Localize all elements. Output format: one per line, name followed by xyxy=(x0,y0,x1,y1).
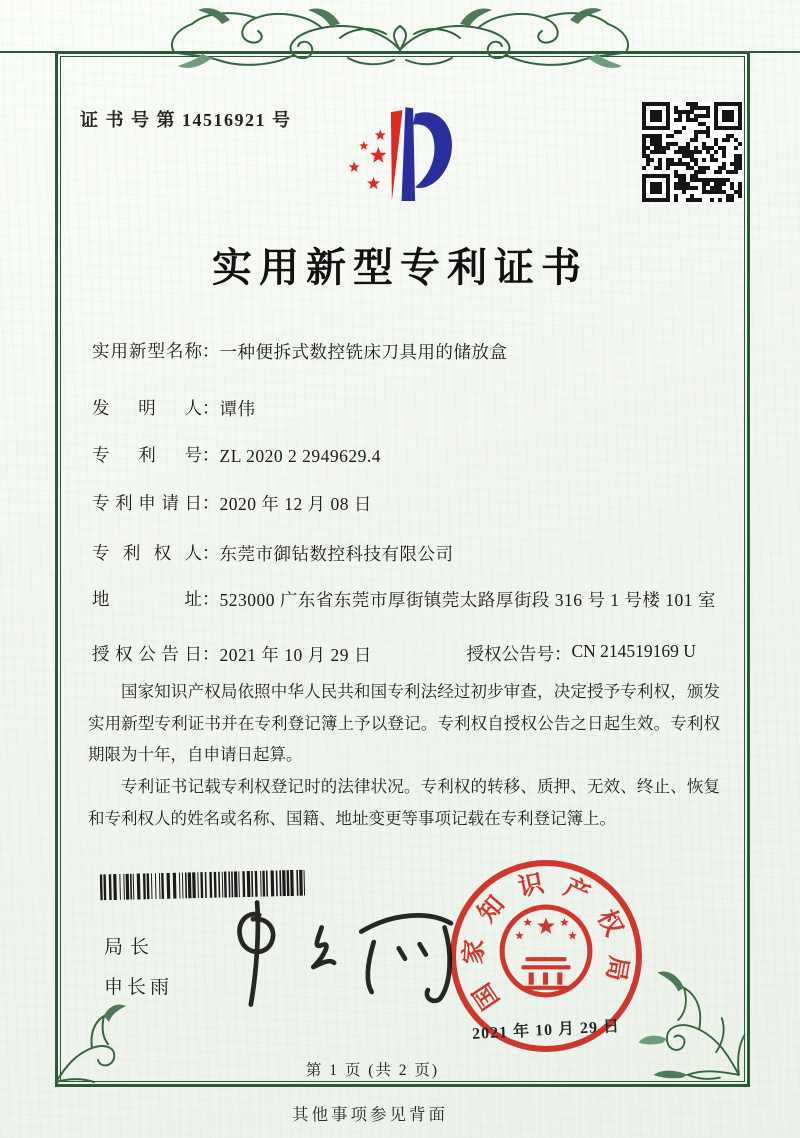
field-label: 授权公告号 xyxy=(466,644,554,664)
field-row-filing-date: 专利申请日 ： 2020 年 12 月 08 日 xyxy=(92,490,717,518)
utility-model-name: 一种便拆式数控铣床刀具用的储放盒 xyxy=(219,342,508,362)
grant-publication-number: CN 214519169 U xyxy=(571,641,696,661)
page-number: 第 1 页 (共 2 页) xyxy=(305,1062,440,1079)
field-row-inventor: 发明人 ： 谭伟 xyxy=(92,395,717,423)
field-label: 地址 xyxy=(92,589,202,609)
qr-code xyxy=(642,102,742,202)
patent-number: ZL 2020 2 2949629.4 xyxy=(219,446,381,466)
grant-date: 2021 年 10 月 29 日 xyxy=(219,645,372,665)
seal-date: 2021 年 10 月 29 日 xyxy=(471,1018,621,1043)
field-label: 实用新型名称 xyxy=(92,341,202,361)
field-row-grant: 授权公告日 ： 2021 年 10 月 29 日 授权公告号 ： CN 214519169 U xyxy=(92,641,717,669)
field-row-name: 实用新型名称 ： 一种便拆式数控铣床刀具用的储放盒 xyxy=(92,338,717,366)
seal-ring-text: 国 家 知 识 产 权 局 xyxy=(459,869,633,1015)
field-label: 专利号 xyxy=(92,445,202,465)
director-name: 申长雨 xyxy=(104,977,174,998)
certificate-number: 证 书 号 第 14516921 号 xyxy=(80,110,292,130)
field-label: 授权公告日 xyxy=(92,644,202,664)
field-label: 专利申请日 xyxy=(92,493,202,513)
patentee-address: 523000 广东省东莞市厚街镇莞太路厚街段 316 号 1 号楼 101 室 xyxy=(219,590,716,610)
director-title: 局长 xyxy=(104,937,157,958)
cnipa-logo-graphic xyxy=(330,90,475,225)
field-label: 专利权人 xyxy=(92,543,202,563)
legal-paragraph-2: 专利证书记载专利权登记时的法律状况。专利权的转移、质押、无效、终止、恢复和专利权人的姓名或名称、国籍、地址变更等事项记载在专利登记簿上。 xyxy=(88,777,720,828)
patentee-name: 东莞市御钻数控科技有限公司 xyxy=(219,544,454,564)
field-row-patent-number: 专利号 ： ZL 2020 2 2949629.4 xyxy=(92,442,717,470)
legal-text xyxy=(88,676,720,834)
inventor-name: 谭伟 xyxy=(219,399,256,419)
certificate-title: 实用新型专利证书 xyxy=(212,245,588,290)
back-note: 其他事项参见背面 xyxy=(292,1105,448,1124)
field-label: 发明人 xyxy=(92,398,202,418)
field-row-patentee: 专利权人 ： 东莞市御钻数控科技有限公司 xyxy=(92,540,717,568)
field-row-address: 地址 ： 523000 广东省东莞市厚街镇莞太路厚街段 316 号 1 号楼 101 室 xyxy=(92,586,717,614)
national-emblem-icon xyxy=(497,902,595,1000)
cnipa-logo xyxy=(330,90,475,225)
official-seal xyxy=(450,860,642,1052)
legal-paragraph-1: 国家知识产权局依照中华人民共和国专利法经过初步审查，决定授予专利权，颁发实用新型专利证书并在专利登记簿上予以登记。专利权自授权公告之日起生效。专利权期限为十年，自申请日起算。 xyxy=(88,682,720,765)
filing-date: 2020 年 12 月 08 日 xyxy=(219,494,372,514)
